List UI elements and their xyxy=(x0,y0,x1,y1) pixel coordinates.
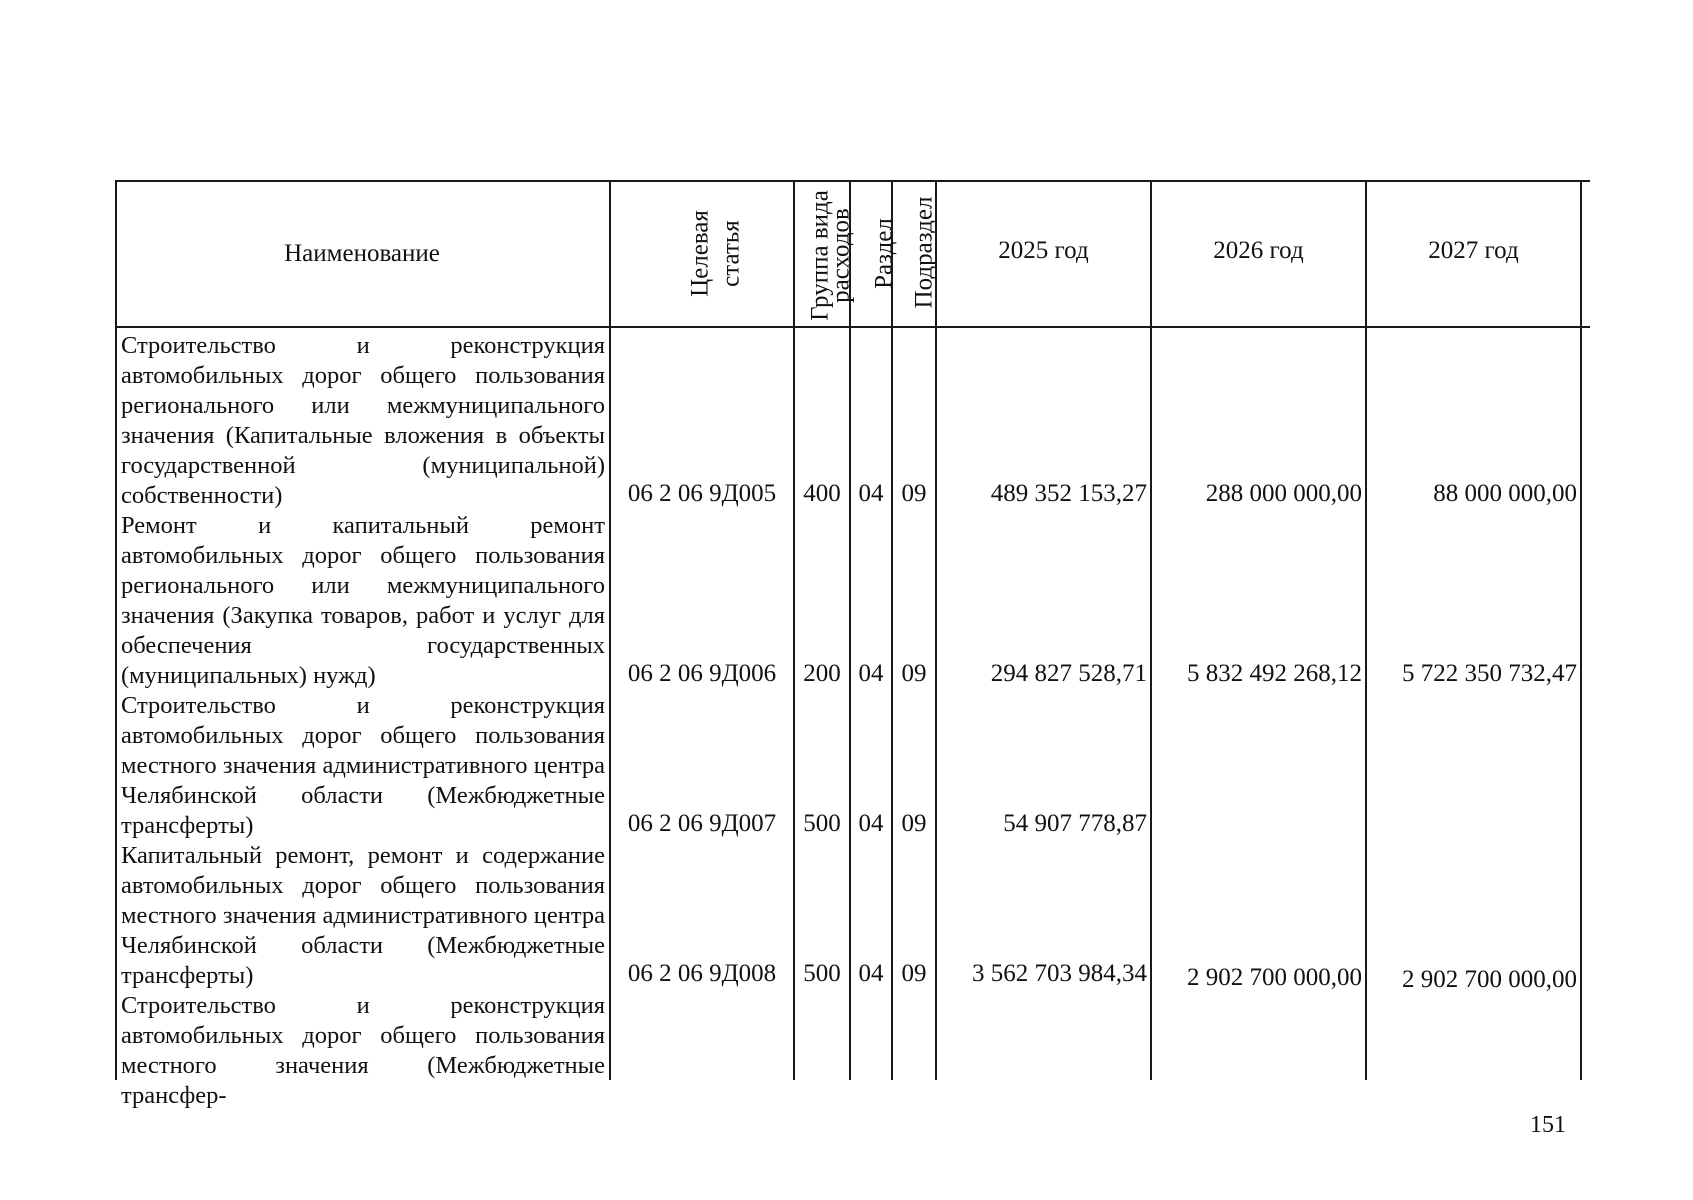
row-name: Строительство и реконструкция автомобильных дорог общего пользования местного значения административного центра Челябинской области (Межбюджетные трансферты) xyxy=(121,692,605,839)
header-target-article-2 xyxy=(718,184,745,324)
row-code: 06 2 06 9Д006 xyxy=(627,660,777,687)
col-border-name xyxy=(609,180,611,1080)
row-section: 04 xyxy=(858,810,884,837)
row-value-2027: 2 902 700 000,00 xyxy=(1402,966,1577,993)
row-value-2025: 3 562 703 984,34 xyxy=(972,960,1147,987)
row-code: 06 2 06 9Д005 xyxy=(627,480,777,507)
header-2026: 2026 год xyxy=(1213,237,1304,264)
row-group: 400 xyxy=(803,480,841,507)
row-value-2026: 288 000 000,00 xyxy=(1205,480,1362,507)
row-value-2027: 88 000 000,00 xyxy=(1433,480,1577,507)
header-2025: 2025 год xyxy=(998,237,1089,264)
col-border-code xyxy=(793,180,795,1080)
header-target-article xyxy=(687,184,714,324)
row-subsection: 09 xyxy=(901,960,927,987)
row-group: 200 xyxy=(803,660,841,687)
row-section: 04 xyxy=(858,960,884,987)
row-value-2025: 54 907 778,87 xyxy=(1003,810,1147,837)
header-expense-group-line2: расходов xyxy=(827,208,855,303)
row-section: 04 xyxy=(858,480,884,507)
row-value-2027: 5 722 350 732,47 xyxy=(1402,660,1577,687)
col-border-left xyxy=(115,180,117,1080)
header-name: Наименование xyxy=(284,240,440,267)
col-border-right xyxy=(1580,180,1582,1080)
col-border-2025 xyxy=(1150,180,1152,1080)
table-header-divider xyxy=(115,326,1590,328)
row-value-2025: 489 352 153,27 xyxy=(990,480,1147,507)
header-target-article-line1: Целевая xyxy=(686,210,714,297)
row-group: 500 xyxy=(803,810,841,837)
header-expense-group-2 xyxy=(828,186,855,326)
row-code: 06 2 06 9Д007 xyxy=(627,810,777,837)
row-subsection: 09 xyxy=(901,810,927,837)
header-target-article-line2: статья xyxy=(717,220,745,287)
row-name: Строительство и реконструкция автомобильных дорог общего пользования регионального или межмуниципального значения (Капитальные вложения в объекты государственной (муниципальной) собственности) xyxy=(121,332,605,509)
row-subsection: 09 xyxy=(901,660,927,687)
row-value-2025: 294 827 528,71 xyxy=(990,660,1147,687)
row-name: Строительство и реконструкция автомобильных дорог общего пользования местного значения (Межбюджетные трансфер- xyxy=(121,992,605,1109)
row-name: Ремонт и капитальный ремонт автомобильных дорог общего пользования регионального или межмуниципального значения (Закупка товаров, работ и услуг для обеспечения государственных (муниципальных) нужд) xyxy=(121,512,605,689)
row-section: 04 xyxy=(858,660,884,687)
header-2027: 2027 год xyxy=(1428,237,1519,264)
table-top-border xyxy=(115,180,1590,182)
row-name: Капитальный ремонт, ремонт и содержание автомобильных дорог общего пользования местного значения административного центра Челябинской области (Межбюджетные трансферты) xyxy=(121,842,605,989)
row-value-2026: 5 832 492 268,12 xyxy=(1187,660,1362,687)
col-border-2026 xyxy=(1365,180,1367,1080)
row-group: 500 xyxy=(803,960,841,987)
row-code: 06 2 06 9Д008 xyxy=(627,960,777,987)
row-value-2026: 2 902 700 000,00 xyxy=(1187,964,1362,991)
row-subsection: 09 xyxy=(901,480,927,507)
header-section: Раздел xyxy=(870,218,898,289)
page-number: 151 xyxy=(1530,1112,1566,1138)
header-expense-group-line1: Группа вида xyxy=(806,190,834,321)
header-subsection: Подраздел xyxy=(910,196,938,309)
